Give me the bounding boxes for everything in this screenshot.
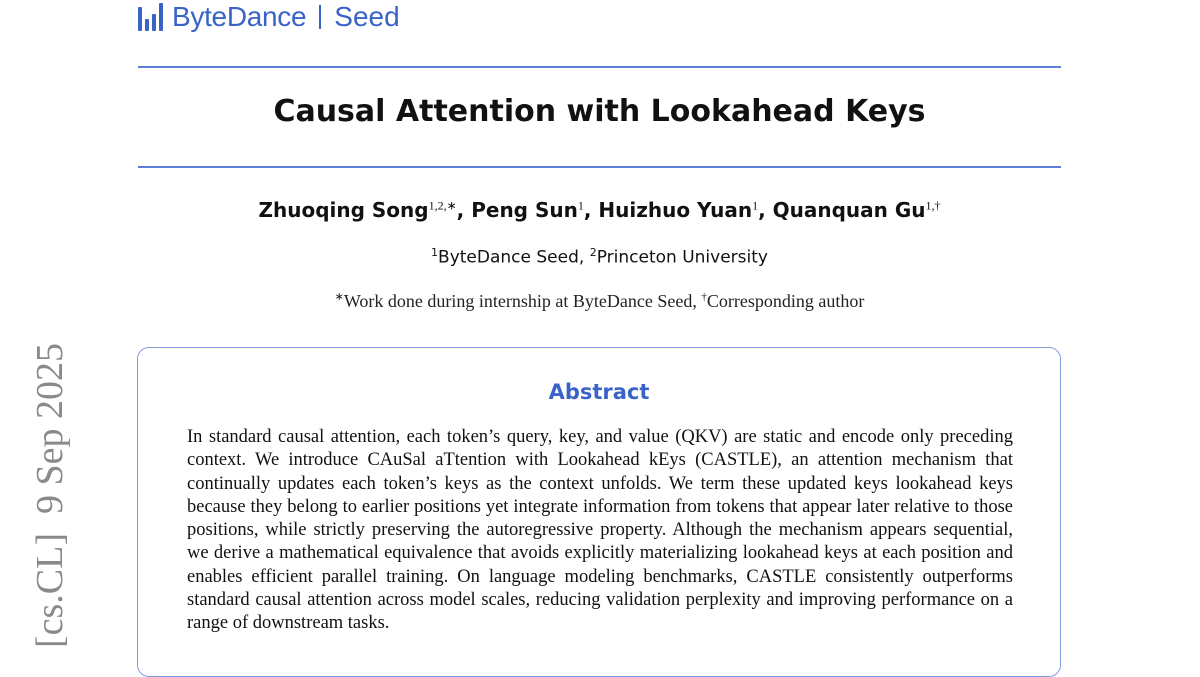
note-text: Corresponding author: [706, 291, 865, 311]
arxiv-side-stamp: [28, 343, 72, 648]
author-marks: 1: [577, 198, 584, 213]
abstract-box: [137, 347, 1061, 677]
affiliation-name: ByteDance Seed: [438, 247, 579, 268]
note-mark: ∗: [334, 291, 344, 303]
paper-title: Causal Attention with Lookahead Keys: [273, 94, 926, 129]
arxiv-category: [cs.CL]: [29, 532, 71, 648]
affiliation-mark: 2: [589, 246, 597, 259]
author-marks: 1,2,∗: [428, 198, 457, 213]
title-rule: [138, 166, 1061, 168]
top-rule: [138, 66, 1061, 68]
bar-chart-logo-icon: [138, 3, 163, 31]
affiliation-name: Princeton University: [596, 247, 768, 268]
author-notes: ∗Work done during internship at ByteDance Seed, †Corresponding author: [334, 291, 865, 311]
brand-name: ByteDance: [172, 1, 307, 32]
arxiv-date: 9 Sep 2025: [29, 342, 71, 514]
note-mark: †: [701, 291, 707, 303]
affiliation-list: $^1$ByteDance Seed, $^2$Princeton University: [431, 246, 768, 268]
author-marks: 1: [752, 198, 759, 213]
sub-brand-name: Seed: [334, 1, 400, 32]
author-marks: 1,†: [925, 198, 941, 213]
author-name: Peng Sun: [471, 198, 578, 222]
author-name: Quanquan Gu: [772, 198, 926, 222]
author-list: Zhuoqing Song$^{1,2,∗}$, Peng Sun$^1$, Huizhuo Yuan$^1$, Quanquan $Gu^{1,\dagger}$: [258, 198, 941, 222]
logo-separator: [319, 5, 321, 29]
bytedance-seed-logo: [138, 0, 400, 34]
affiliation-mark: 1: [431, 246, 439, 259]
abstract-heading: Abstract: [548, 380, 650, 404]
author-name: Zhuoqing Song: [258, 198, 429, 222]
author-name: Huizhuo Yuan: [598, 198, 753, 222]
abstract-text: In standard causal attention, each token’s query, key, and value (QKV) are static and encode only preceding context. We introduce CAuSal aTtention with Lookahead kEys (CASTLE), an attention mechanism that continually updates each token’s keys as the context unfolds. We term these updated keys lookahead keys because they belong to earlier positions yet integrate information from tokens that appear later relative to those positions, while strictly preserving the autoregressive property. Although the mechanism appears sequential, we derive a mathematical equivalence that avoids explicitly materializing lookahead keys at each position and enables efficient parallel training. On language modeling benchmarks, CASTLE consistently outperforms standard causal attention across model scales, reducing validation perplexity and improving performance on a range of downstream tasks.: [187, 427, 1013, 634]
note-text: Work done during internship at ByteDance Seed: [343, 291, 693, 311]
